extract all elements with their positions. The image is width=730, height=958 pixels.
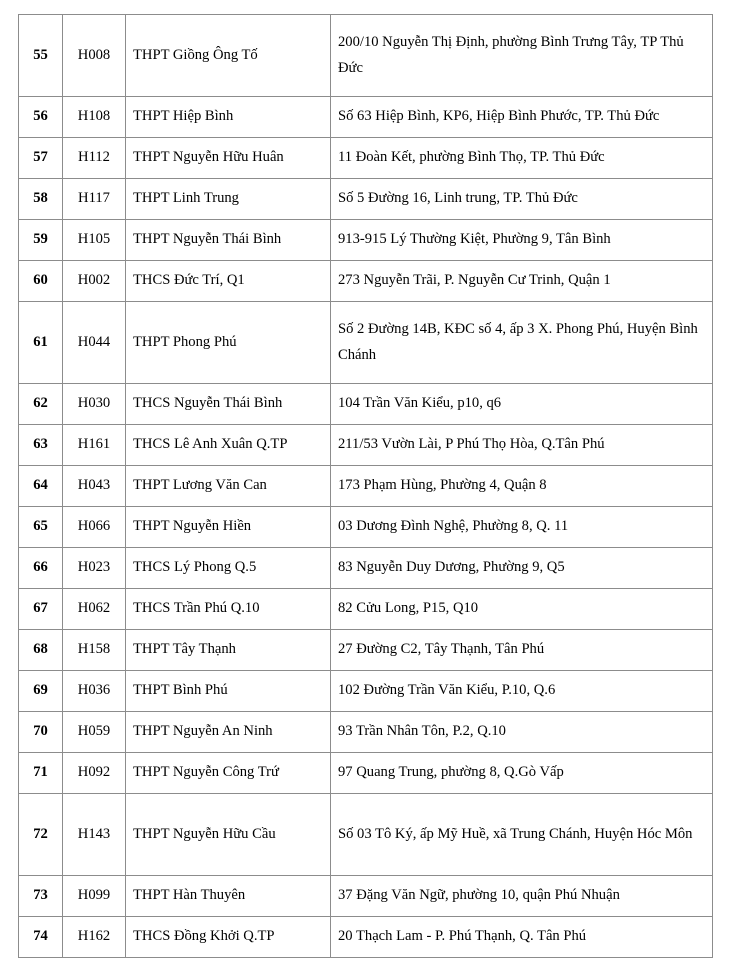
table-row [19,630,713,671]
school-name-cell: THPT Nguyễn Hiền [126,507,331,548]
school-table-container [18,14,712,958]
row-index-cell: 69 [19,671,63,712]
table-row [19,876,713,917]
row-index-cell: 73 [19,876,63,917]
school-address-cell: Số 63 Hiệp Bình, KP6, Hiệp Bình Phước, TP. Thủ Đức [331,97,713,138]
table-row [19,261,713,302]
table-row [19,384,713,425]
school-code-cell: H108 [63,97,126,138]
school-name-cell: THPT Nguyễn An Ninh [126,712,331,753]
table-row [19,97,713,138]
school-name-cell: THCS Nguyễn Thái Bình [126,384,331,425]
school-address-cell: 93 Trần Nhân Tôn, P.2, Q.10 [331,712,713,753]
table-row [19,302,713,384]
row-index-cell: 67 [19,589,63,630]
table-row [19,466,713,507]
row-index-cell: 61 [19,302,63,384]
school-name-cell: THPT Hàn Thuyên [126,876,331,917]
school-name-cell: THCS Đức Trí, Q1 [126,261,331,302]
school-code-cell: H099 [63,876,126,917]
school-address-cell: 37 Đặng Văn Ngữ, phường 10, quận Phú Nhuận [331,876,713,917]
school-name-cell: THCS Lê Anh Xuân Q.TP [126,425,331,466]
school-address-cell: 03 Dương Đình Nghệ, Phường 8, Q. 11 [331,507,713,548]
table-row [19,794,713,876]
school-address-cell: 200/10 Nguyễn Thị Định, phường Bình Trưng Tây, TP Thủ Đức [331,15,713,97]
table-row [19,15,713,97]
table-row [19,917,713,958]
row-index-cell: 63 [19,425,63,466]
school-name-cell: THPT Nguyễn Hữu Huân [126,138,331,179]
row-index-cell: 62 [19,384,63,425]
school-name-cell: THPT Nguyễn Thái Bình [126,220,331,261]
school-address-cell: 913-915 Lý Thường Kiệt, Phường 9, Tân Bình [331,220,713,261]
school-code-cell: H002 [63,261,126,302]
school-name-cell: THPT Hiệp Bình [126,97,331,138]
school-code-cell: H066 [63,507,126,548]
school-code-cell: H062 [63,589,126,630]
school-name-cell: THPT Tây Thạnh [126,630,331,671]
school-code-cell: H023 [63,548,126,589]
school-address-cell: 104 Trần Văn Kiểu, p10, q6 [331,384,713,425]
school-address-cell: 27 Đường C2, Tây Thạnh, Tân Phú [331,630,713,671]
school-code-cell: H143 [63,794,126,876]
school-name-cell: THPT Nguyễn Hữu Cầu [126,794,331,876]
school-address-cell: 273 Nguyễn Trãi, P. Nguyễn Cư Trinh, Quận 1 [331,261,713,302]
row-index-cell: 59 [19,220,63,261]
school-name-cell: THCS Lý Phong Q.5 [126,548,331,589]
school-address-cell: 20 Thạch Lam - P. Phú Thạnh, Q. Tân Phú [331,917,713,958]
school-address-cell: 211/53 Vườn Lài, P Phú Thọ Hòa, Q.Tân Phú [331,425,713,466]
school-name-cell: THPT Phong Phú [126,302,331,384]
row-index-cell: 65 [19,507,63,548]
row-index-cell: 58 [19,179,63,220]
school-code-cell: H112 [63,138,126,179]
table-row [19,753,713,794]
school-code-cell: H158 [63,630,126,671]
row-index-cell: 60 [19,261,63,302]
school-name-cell: THCS Trần Phú Q.10 [126,589,331,630]
row-index-cell: 55 [19,15,63,97]
school-address-cell: Số 5 Đường 16, Linh trung, TP. Thủ Đức [331,179,713,220]
row-index-cell: 66 [19,548,63,589]
school-address-cell: Số 2 Đường 14B, KĐC số 4, ấp 3 X. Phong Phú, Huyện Bình Chánh [331,302,713,384]
school-address-cell: 82 Cửu Long, P15, Q10 [331,589,713,630]
row-index-cell: 74 [19,917,63,958]
row-index-cell: 64 [19,466,63,507]
school-code-cell: H161 [63,425,126,466]
school-code-cell: H162 [63,917,126,958]
school-code-cell: H008 [63,15,126,97]
row-index-cell: 71 [19,753,63,794]
school-code-cell: H105 [63,220,126,261]
table-row [19,220,713,261]
school-name-cell: THCS Đồng Khởi Q.TP [126,917,331,958]
school-table-body [19,15,713,958]
table-row [19,671,713,712]
table-row [19,589,713,630]
row-index-cell: 68 [19,630,63,671]
row-index-cell: 57 [19,138,63,179]
table-row [19,179,713,220]
school-name-cell: THPT Bình Phú [126,671,331,712]
row-index-cell: 70 [19,712,63,753]
school-code-cell: H036 [63,671,126,712]
school-name-cell: THPT Linh Trung [126,179,331,220]
school-code-cell: H043 [63,466,126,507]
row-index-cell: 56 [19,97,63,138]
row-index-cell: 72 [19,794,63,876]
school-code-cell: H030 [63,384,126,425]
school-address-cell: Số 03 Tô Ký, ấp Mỹ Huề, xã Trung Chánh, Huyện Hóc Môn [331,794,713,876]
table-row [19,507,713,548]
school-name-cell: THPT Nguyễn Công Trứ [126,753,331,794]
school-code-cell: H117 [63,179,126,220]
school-address-cell: 83 Nguyễn Duy Dương, Phường 9, Q5 [331,548,713,589]
school-code-cell: H059 [63,712,126,753]
table-row [19,425,713,466]
school-code-cell: H092 [63,753,126,794]
school-address-cell: 102 Đường Trần Văn Kiểu, P.10, Q.6 [331,671,713,712]
table-row [19,138,713,179]
school-name-cell: THPT Lương Văn Can [126,466,331,507]
school-code-cell: H044 [63,302,126,384]
table-row [19,548,713,589]
school-address-cell: 11 Đoàn Kết, phường Bình Thọ, TP. Thủ Đức [331,138,713,179]
table-row [19,712,713,753]
school-address-cell: 173 Phạm Hùng, Phường 4, Quận 8 [331,466,713,507]
school-list-table [18,14,713,958]
school-address-cell: 97 Quang Trung, phường 8, Q.Gò Vấp [331,753,713,794]
school-name-cell: THPT Giồng Ông Tố [126,15,331,97]
